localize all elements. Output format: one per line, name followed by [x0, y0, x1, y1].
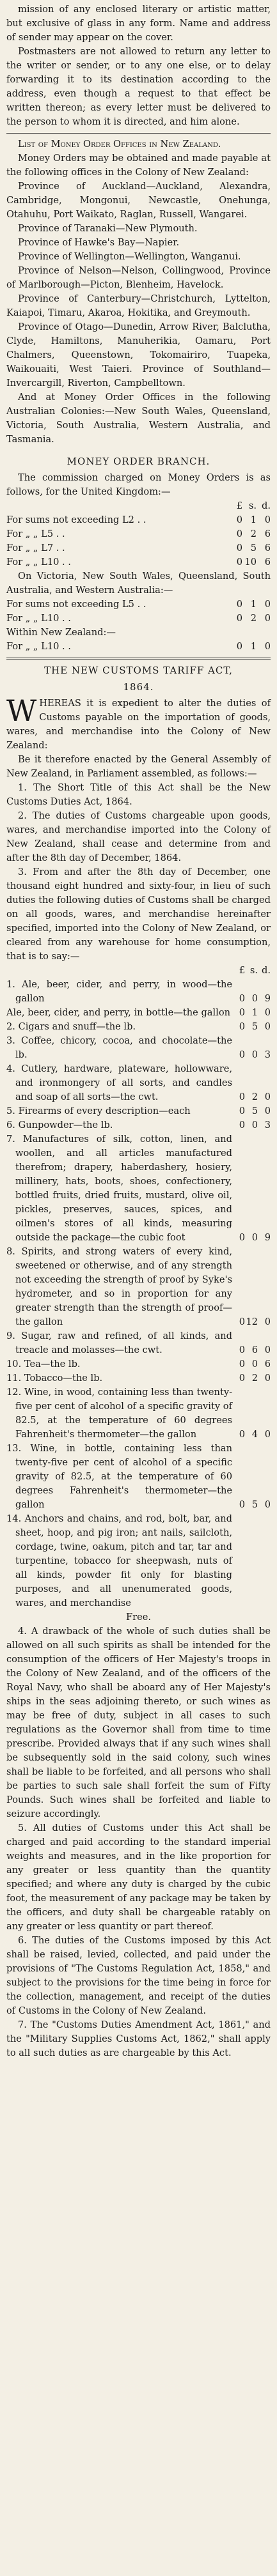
tariff-item-d: 0 — [264, 1373, 271, 1384]
tariff-item-d: 9 — [264, 1232, 271, 1243]
tariff-item-s: 0 — [251, 1049, 258, 1060]
preamble: W HEREAS it is expedient to alter the duties of Customs payable on the importation of goods, wares, and merchandise into the Colony of New Zealand: — [6, 693, 271, 751]
tariff-item-s: 6 — [251, 1345, 258, 1355]
tariff-item-d: 6 — [264, 1359, 271, 1369]
table-row: For „ „ L7 . . 0 5 6 — [6, 543, 271, 553]
section-heading: List of Money Order Offices in New Zealand. — [18, 139, 221, 150]
tariff-item-desc: 1. Ale, beer, cider, and perry, in wood—the gallon — [6, 979, 232, 1004]
tariff-item-d: 0 — [264, 1106, 271, 1116]
paragraph: The commission charged on Money Orders is as follows, for the United Kingdom:— — [6, 472, 271, 497]
tariff-item-d: 0 — [264, 1345, 271, 1355]
tariff-item-d: 9 — [264, 993, 271, 1004]
tariff-item-desc: Ale, beer, cider, and perry, in bottle—the gallon — [6, 1007, 231, 1018]
tariff-row — [6, 1357, 271, 1371]
tariff-item-d: 0 — [264, 1007, 271, 1018]
tariff-item-l: 0 — [239, 1359, 245, 1369]
tariff-item-s — [245, 1512, 258, 1610]
tariff-item-l: 0 — [239, 1429, 245, 1440]
tariff-row — [6, 1371, 271, 1385]
tariff-item-l: 0 — [239, 1091, 245, 1102]
tariff-item-desc: 6. Gunpowder—the lb. — [6, 1120, 113, 1130]
table-row: For „ „ L10 . . 0 2 0 — [6, 613, 271, 624]
tariff-item-l: 0 — [239, 1120, 245, 1130]
tariff-item-d: 3 — [264, 1049, 271, 1060]
tariff-item-l: 0 — [239, 1345, 245, 1355]
tariff-item-l: 0 — [239, 1232, 245, 1243]
tariff-item-desc: 14. Anchors and chains, and rod, bolt, bar, and sheet, hoop, and pig iron; ant nails, sailcloth, cordage, twine, oakum, pitch and tar, tar and turpentine, tobacco for sheepwash, nuts of all kinds, powder fit only for blasting purposes, and all unenumerated goods, wares, and merchandise — [6, 1513, 232, 1608]
paragraph: 6. The duties of the Customs imposed by this Act shall be raised, levied, collected, and paid under the provisions of "The Customs Regulation Act, 1858," and subject to the provisions for the time being in force for the collection, management, and receipt of the duties of Customs in the Colony of New Zealand. — [6, 1935, 271, 2016]
intro-paragraph: Postmasters are not allowed to return any letter to the writer or sender, or to any one else, or to delay forwarding it to its destination according to the address, even though a request to that effect be written thereon; as every letter must be delivered to the person to whom it is directed, and him alone. — [6, 46, 271, 127]
tariff-item-l: 0 — [239, 1316, 245, 1327]
tariff-row — [6, 1062, 271, 1104]
tariff-table: £ s. d. 1. Ale, beer, cider, and perry, in wood—the gallon 0 0 9 Ale, beer, cider, and perry, in bottle—the gallon 0 1 0 2. Cigars and snuff—the lb. 0 5 0 3. Coffee, chicory, cocoa, and chocolate—the lb. 0 0 3 4. Cutlery, hardware, plateware, hollowware, and ironmongery of all sorts, and candles and soap of all sorts—the cwt. 0 2 0 5. Firearms of every description—each 0 5 0 6. Gunpowder—the lb. 0 0 3 7. Manufactures of silk, cotton, linen, and woollen, and all articles manufactured therefrom; drapery, haberdashery, hosiery, millinery, hats, boots, shoes, confectionery, bottled fruits, dried fruits, mustard, olive oil, pickles, preserves, sauces, spices, and oilmen's stores of all kinds, measuring outside the package—the cubic foot 0 0 9 8. Spirits, and strong waters of every kind, sweetened or otherwise, and of any strength not exceeding the strength of proof by Syke's hydrometer, and so in proportion for any greater strength than the strength of proof—the gallon 0 12 0 9. Sugar, raw and refined, of all kinds, and treacle and molasses—the cwt. 0 6 0 10. Tea—the lb. 0 0 6 11. Tobacco—the lb. 0 2 0 12. Wine, in wood, containing less than twenty-five per cent of alcohol of a specific gravity of 82.5, at the temperature of 60 degrees Fahrenheit's thermometer—the gallon 0 4 0 13. Wine, in bottle, containing less than twenty-five per cent of alcohol of a specific gravity of 82.5, at the temperature of 60 degrees Fahrenheit's thermometer—the gallon 0 5 0 14. Anchors and chains, and rod, bolt, bar, and sheet, hoop, and pig iron; ant nails, sailcloth, cordage, twine, oakum, pitch and tar, tar and turpentine, tobacco for sheepwash, nuts of all kinds, powder fit only for blasting purposes, and all unenumerated goods, wares, and merchandise — [6, 964, 271, 1610]
tariff-item-desc: 2. Cigars and snuff—the lb. — [6, 1021, 136, 1032]
tariff-item-l — [232, 1512, 245, 1610]
tariff-item-s: 0 — [251, 1232, 258, 1243]
section-heading: MONEY ORDER BRANCH. — [67, 456, 210, 467]
currency-header: s. — [248, 500, 257, 511]
divider — [6, 658, 271, 659]
tariff-row — [6, 1034, 271, 1062]
paragraph: Province of Otago—Dunedin, Arrow River, Balclutha, Clyde, Hamiltons, Manuherikia, Oamaru, Port Chalmers, Queenstown, Tokomairiro, Tuapeka, Waikouaiti, West Taieri. Province of Southland—Invercargill, Riverton, Campbelltown. — [6, 321, 271, 389]
tariff-item-desc: 13. Wine, in bottle, containing less than twenty-five per cent of alcohol of a specific gravity of 82.5, at the temperature of 60 degrees Fahrenheit's thermometer—the gallon — [6, 1443, 232, 1510]
tariff-row — [6, 1442, 271, 1512]
paragraph: 5. All duties of Customs under this Act shall be charged and paid according to the standard imperial weights and measures, and in the like proportion for any greater or less quantity than the quantity specified; and where any duty is charged by the cubic foot, the measurement of any package may be taken by the officers, and duty shall be chargeable ratably on any greater or less quantity or part thereof. — [6, 1823, 271, 1932]
tariff-item-s: 5 — [251, 1499, 258, 1510]
table-row: For sums not exceeding L2 . . 0 1 0 — [6, 514, 271, 525]
tariff-item-d: 0 — [264, 1021, 271, 1032]
tariff-item-s: 2 — [251, 1091, 258, 1102]
divider — [6, 133, 271, 134]
tariff-item-d: 0 — [264, 1091, 271, 1102]
paragraph: 3. From and after the 8th day of December, one thousand eight hundred and sixty-four, in lieu of such duties the following duties of Customs shall be charged on all goods, wares, and merchandise hereinafter specified, imported into the Colony of New Zealand, or cleared from any warehouse for home consumption, that is to say:— — [6, 867, 271, 962]
table-row: For „ „ L5 . . 0 2 6 — [6, 528, 271, 539]
act-year: 1864. — [123, 681, 154, 693]
paragraph: Be it therefore enacted by the General Assembly of New Zealand, in Parliament assembled, as follows:— — [6, 754, 271, 779]
tariff-item-d: 3 — [264, 1120, 271, 1130]
tariff-row — [6, 978, 271, 1006]
tariff-item-s: 0 — [251, 1359, 258, 1369]
tariff-item-desc: 9. Sugar, raw and refined, of all kinds, and treacle and molasses—the cwt. — [6, 1330, 232, 1355]
table-row: Within New Zealand:— — [6, 627, 116, 638]
paragraph: 2. The duties of Customs chargeable upon goods, wares, and merchandise imported into the Colony of New Zealand, shall cease and determine from and after the 8th day of December, 1864. — [6, 810, 271, 863]
tariff-item-s: 4 — [251, 1429, 258, 1440]
paragraph: On Victoria, New South Wales, Queensland, South Australia, and Western Australia:— — [6, 571, 271, 596]
paragraph: Money Orders may be obtained and made payable at the following offices in the Colony of New Zealand: — [6, 153, 271, 178]
tariff-item-s: 5 — [251, 1106, 258, 1116]
paragraph: Province of Hawke's Bay—Napier. — [18, 237, 180, 248]
tariff-item-desc: 7. Manufactures of silk, cotton, linen, and woollen, and all articles manufactured therefrom; drapery, haberdashery, hosiery, millinery, hats, boots, shoes, confectionery, bottled fruits, dried fruits, mustard, olive oil, pickles, preserves, sauces, spices, and oilmen's stores of all kinds, measuring outside the package—the cubic foot — [6, 1134, 232, 1243]
tariff-item-l: 0 — [239, 1007, 245, 1018]
tariff-row — [6, 1329, 271, 1357]
paragraph: 4. A drawback of the whole of such duties shall be allowed on all such spirits as shall be intended for the consumption of the officers of Her Majesty's troops in the Colony of New Zealand, and of the officers of the Royal Navy, who shall be aboard any of Her Majesty's ships in the seas adjoining thereto, or such wines as may be free of duty, subject in all cases to such regulations as the Governor shall from time to time prescribe. Provided always that if any such wines shall be subsequently sold in the said colony, such wines shall be liable to be forfeited, and all persons who shall be parties to such sale shall forfeit the sum of Fifty Pounds. Such wines shall be forfeited and liable to seizure accordingly. — [6, 1626, 271, 1819]
commission-table-colonies — [6, 598, 271, 654]
tariff-item-l: 0 — [239, 1106, 245, 1116]
tariff-item-desc: 11. Tobacco—the lb. — [6, 1373, 103, 1384]
tariff-item-l: 0 — [239, 1049, 245, 1060]
commission-table-uk — [6, 499, 271, 569]
tariff-item-d — [258, 1512, 271, 1610]
tariff-item-s: 0 — [251, 1120, 258, 1130]
tariff-row — [6, 1132, 271, 1245]
tariff-item-desc: 10. Tea—the lb. — [6, 1359, 81, 1369]
intro-paragraph: mission of any enclosed literary or artistic matter, but exclusive of glass in any form. Name and address of sender may appear on the cover. — [6, 4, 271, 43]
tariff-row — [6, 1104, 271, 1118]
table-row: For „ „ L10 . . 0 10 6 — [6, 557, 271, 567]
tariff-row — [6, 1020, 271, 1034]
tariff-row — [6, 1006, 271, 1020]
tariff-item-desc: 12. Wine, in wood, containing less than twenty-five per cent of alcohol of a specific gravity of 82.5, at the temperature of 60 degrees Fahrenheit's thermometer—the gallon — [6, 1387, 232, 1440]
tariff-item-s: 5 — [251, 1021, 258, 1032]
tariff-item-l: 0 — [239, 1373, 245, 1384]
paragraph: Province of Auckland—Auckland, Alexandra, Cambridge, Mongonui, Newcastle, Onehunga, Otahuhu, Port Waikato, Raglan, Russell, Wangarei. — [6, 181, 271, 220]
table-row: For „ „ L10 . . 0 1 0 — [6, 641, 271, 652]
paragraph: Province of Canterbury—Christchurch, Lyttelton, Kaiapoi, Timaru, Akaroa, Hokitika, and Greymouth. — [6, 293, 271, 318]
tariff-item-l: 0 — [239, 1021, 245, 1032]
tariff-row — [6, 1118, 271, 1132]
tariff-row — [6, 1512, 271, 1610]
paragraph: Province of Taranaki—New Plymouth. — [18, 223, 198, 234]
paragraph: 7. The "Customs Duties Amendment Act, 1861," and the "Military Supplies Customs Act, 1862," shall apply to all such duties as are chargeable by this Act. — [6, 2019, 271, 2058]
tariff-item-s: 1 — [251, 1007, 258, 1018]
tariff-item-l: 0 — [239, 993, 245, 1004]
table-row: For sums not exceeding L5 . . 0 1 0 — [6, 599, 271, 610]
tariff-item-desc: 4. Cutlery, hardware, plateware, hollowware, and ironmongery of all sorts, and candles and soap of all sorts—the cwt. — [6, 1063, 232, 1102]
tariff-item-desc: 8. Spirits, and strong waters of every kind, sweetened or otherwise, and of any strength not exceeding the strength of proof by Syke's hydrometer, and so in proportion for any greater strength than the strength of proof—the gallon — [6, 1246, 232, 1327]
tariff-item-desc: 5. Firearms of every description—each — [6, 1106, 191, 1116]
paragraph: Province of Nelson—Nelson, Collingwood, Province of Marlborough—Picton, Blenheim, Havelock. — [6, 265, 271, 290]
currency-header: £ — [236, 500, 242, 511]
tariff-item-s: 0 — [251, 993, 258, 1004]
currency-header: d. — [262, 500, 271, 511]
tariff-row — [6, 1245, 271, 1329]
tariff-item-s: 2 — [251, 1373, 258, 1384]
drop-cap: W — [6, 693, 37, 728]
tariff-row — [6, 1385, 271, 1442]
tariff-item-s: 12 — [246, 1316, 258, 1327]
paragraph: 1. The Short Title of this Act shall be the New Customs Duties Act, 1864. — [6, 782, 271, 807]
paragraph: And at Money Order Offices in the following Australian Colonies:—New South Wales, Queensland, Victoria, South Australia, Western Australia, and Tasmania. — [6, 392, 271, 445]
tariff-item-desc: 3. Coffee, chicory, cocoa, and chocolate—the lb. — [6, 1035, 232, 1060]
act-title: THE NEW CUSTOMS TARIFF ACT, — [44, 665, 233, 676]
paragraph: Province of Wellington—Wellington, Wanganui. — [18, 251, 241, 262]
tariff-item-l: 0 — [239, 1499, 245, 1510]
tariff-item-d: 0 — [264, 1429, 271, 1440]
tariff-item-d: 0 — [264, 1499, 271, 1510]
free-label: Free. — [125, 1612, 151, 1623]
tariff-item-d: 0 — [264, 1316, 271, 1327]
